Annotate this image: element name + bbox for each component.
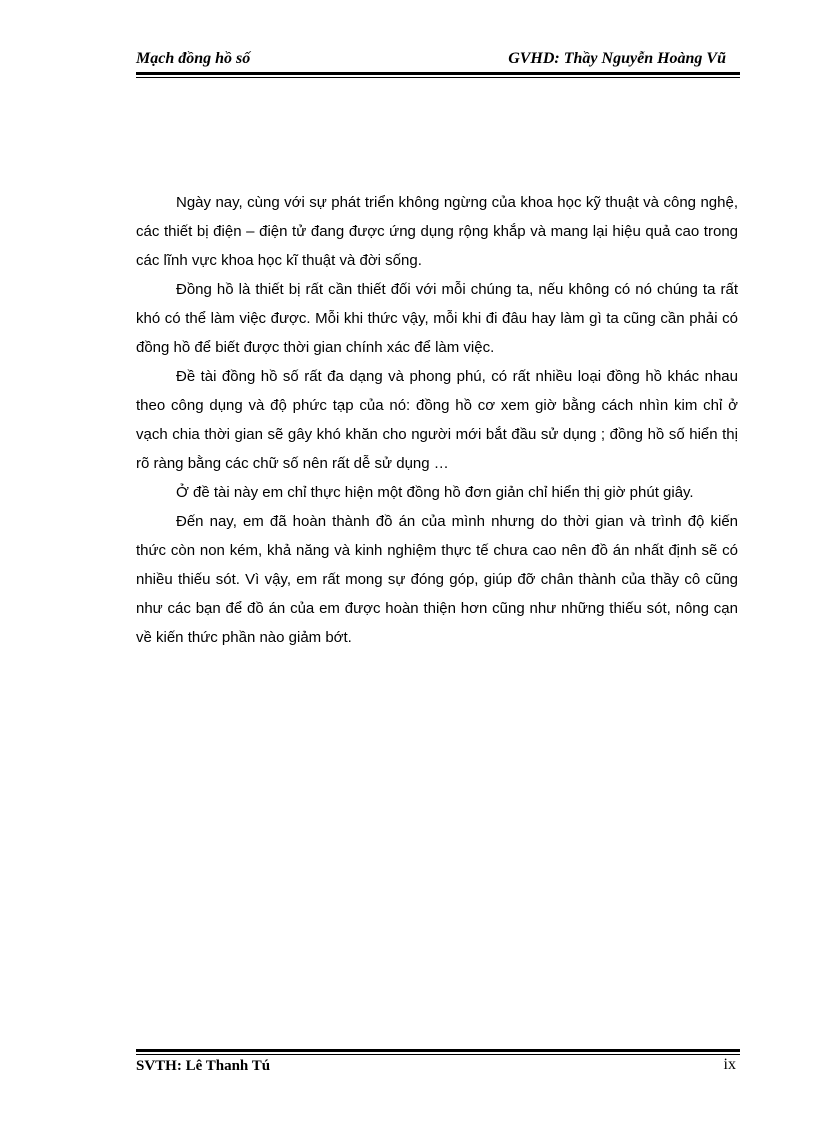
paragraph-5: Đến nay, em đã hoàn thành đồ án của mình nhưng do thời gian và trình độ kiến thức còn non kém, khả năng và kinh nghiệm thực tế chưa cao nên đồ án nhất định sẽ có nhiều thiếu sót. Vì vậy, em rất mong sự đóng góp, giúp đỡ chân thành của thầy cô cũng như các bạn để đồ án của em được hoàn thiện hơn cũng như những thiếu sót, nông cạn về kiến thức phần nào giảm bớt. [136, 513, 738, 646]
document-title: Mạch đồng hồ số [136, 50, 251, 67]
paragraph-2: Đồng hồ là thiết bị rất cần thiết đối với mỗi chúng ta, nếu không có nó chúng ta rất khó có thể làm việc được. Mỗi khi thức vậy, mỗi khi đi đâu hay làm gì ta cũng cần phải có đồng hồ để biết được thời gian chính xác để làm việc. [136, 281, 738, 356]
page-number: ix [723, 1056, 736, 1073]
student-name: SVTH: Lê Thanh Tú [136, 1058, 271, 1074]
header-rule-thin [136, 77, 740, 78]
paragraph-4: Ở đề tài này em chỉ thực hiện một đồng hồ đơn giản chỉ hiển thị giờ phút giây. [176, 484, 694, 501]
page-header [136, 48, 740, 72]
header-rule-thick [136, 72, 740, 75]
advisor-name: GVHD: Thầy Nguyễn Hoàng Vũ [508, 50, 726, 67]
page-footer [136, 1056, 740, 1080]
footer-rule-thick [136, 1049, 740, 1052]
paragraph-1: Ngày nay, cùng với sự phát triển không ngừng của khoa học kỹ thuật và công nghệ, các thiết bị điện – điện tử đang được ứng dụng rộng khắp và mang lại hiệu quả cao trong các lĩnh vực khoa học kĩ thuật và đời sống. [136, 194, 738, 269]
paragraph-3: Đề tài đồng hồ số rất đa dạng và phong phú, có rất nhiều loại đồng hồ khác nhau theo công dụng và độ phức tạp của nó: đồng hồ cơ xem giờ bằng cách nhìn kim chỉ ở vạch chia thời gian sẽ gây khó khăn cho người mới bắt đầu sử dụng ; đồng hồ số hiển thị rõ ràng bằng các chữ số nên rất dễ sử dụng … [136, 368, 738, 472]
body-text [136, 188, 738, 652]
footer-rule-thin [136, 1054, 740, 1055]
